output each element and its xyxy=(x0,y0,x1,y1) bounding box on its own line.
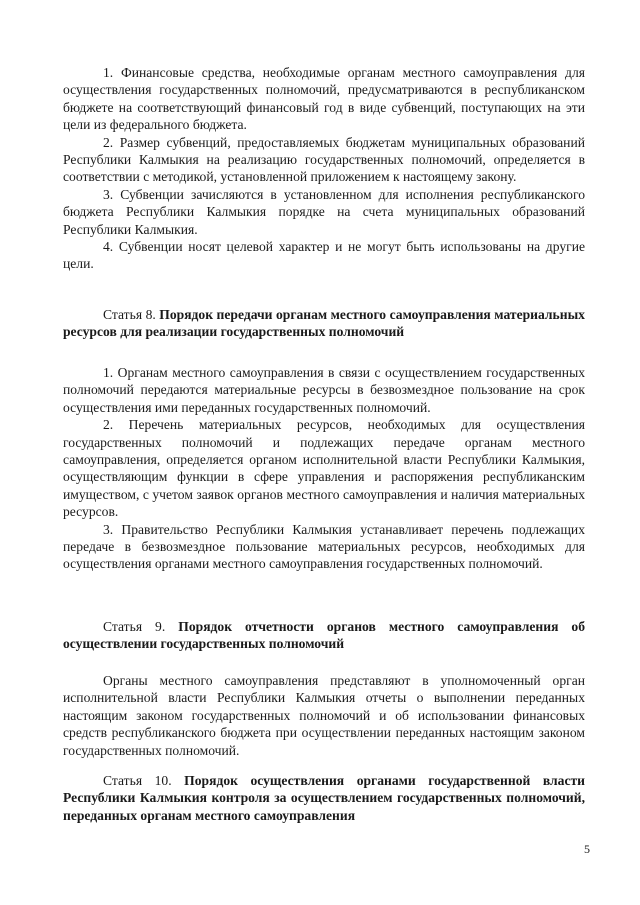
article-number: Статья 9. xyxy=(103,619,166,634)
article-title: Порядок отчетности органов местного самоуправления об осуществлении государственных полномочий xyxy=(63,619,586,652)
paragraph: 3. Субвенции зачисляются в установленном для исполнения республиканского бюджета Республики Калмыкия порядке на счета муниципальных образований Республики Калмыкия. xyxy=(63,186,585,237)
article-9-body xyxy=(63,672,585,759)
paragraph: 2. Перечень материальных ресурсов, необходимых для осуществления государственных полномочий и подлежащих передаче органам местного самоуправления, определяется органом исполнительной власти Республики Калмыкия, осуществляющим функции в сфере управления и распоряжения республиканским имуществом, с учетом заявок органов местного самоуправления и наличия материальных ресурсов. xyxy=(63,417,585,520)
page-number: 5 xyxy=(584,842,590,856)
article-title: Порядок осуществления органами государственной власти Республики Калмыкия контроля за осуществлением государственных полномочий, переданных органам местного самоуправления xyxy=(63,773,585,823)
subventions-section xyxy=(63,64,585,273)
article-title: Порядок передачи органам местного самоуправления материальных ресурсов для реализации государственных полномочий xyxy=(63,307,585,340)
article-8-heading xyxy=(63,306,585,341)
article-number: Статья 8. xyxy=(103,307,156,322)
article-9-heading xyxy=(63,618,585,653)
article-number: Статья 10. xyxy=(103,773,172,788)
article-10-heading xyxy=(63,772,585,824)
paragraph: 4. Субвенции носят целевой характер и не могут быть использованы на другие цели. xyxy=(63,239,585,272)
paragraph: 3. Правительство Республики Калмыкия устанавливает перечень подлежащих передаче в безвозмездное пользование материальных ресурсов, необходимых для осуществления органами местного самоуправления государственных полномочий. xyxy=(63,521,585,572)
paragraph: 1. Органам местного самоуправления в связи с осуществлением государственных полномочий передаются материальные ресурсы в безвозмездное пользование на срок осуществления ими переданных государственных полномочий. xyxy=(63,365,585,415)
document-page xyxy=(63,0,585,905)
paragraph: 2. Размер субвенций, предоставляемых бюджетам муниципальных образований Республики Калмыкия на реализацию государственных полномочий, определяется в соответствии с методикой, установленной приложением к настоящему закону. xyxy=(63,134,585,185)
paragraph: 1. Финансовые средства, необходимые органам местного самоуправления для осуществления государственных полномочий, предусматриваются в республиканском бюджете на соответствующий финансовый год в виде субвенций, поступающих на эти цели из федерального бюджета. xyxy=(63,65,585,133)
article-8-body xyxy=(63,364,585,573)
paragraph: Органы местного самоуправления представляют в уполномоченный орган исполнительной власти Республики Калмыкия отчеты о выполнении переданных настоящим законом государственных полномочий и об использовании финансовых средств республиканского бюджета при осуществлении переданных настоящим законом государственных полномочий. xyxy=(63,673,585,758)
